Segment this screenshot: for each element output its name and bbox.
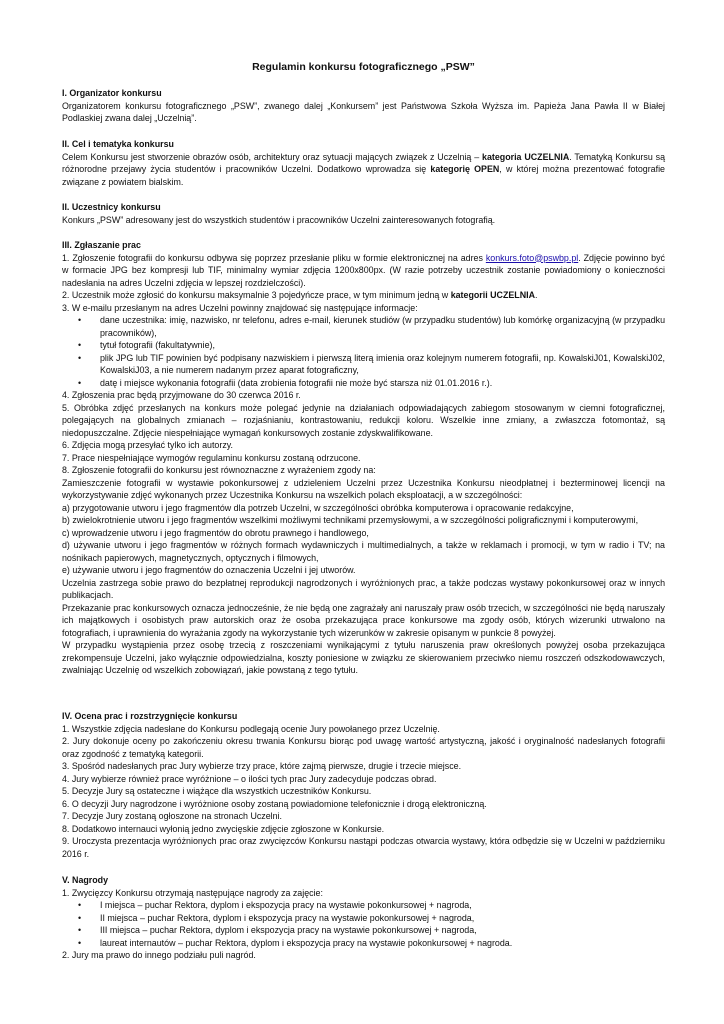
paragraph: Uczelnia zastrzega sobie prawo do bezpłatnej reprodukcji nagrodzonych i wyróżnionych prac, a także podczas wystawy pokonkursowej oraz w innych publikacjach. <box>62 577 665 600</box>
list-item <box>62 937 665 950</box>
paragraph: 5. Obróbka zdjęć przesłanych na konkurs może polegać jedynie na działaniach odpowiadających zabiegom stosowanym w ciemni fotograficznej, polegających na globalnych zmianach – rozjaśnianiu, kontrastowaniu, redukcji koloru. Wszelkie inne zmiany, a zwłaszcza fotomontaż, są niedopuszczalne. Zdjęcie niespełniające wymagań konkursowych zostanie zdyskwalifikowane. <box>62 402 665 438</box>
bullet-icon: • <box>78 912 82 923</box>
paragraph: W przypadku wystąpienia przez osobę trzecią z roszczeniami wynikającymi z tytułu naruszenia praw określonych powyżej osoba przekazująca zrekompensuje Uczelni, jako wyłącznie odpowiedzialna, koszty poniesione w związku ze skierowaniem przeciwko niemu roszczeń odszkodowawczych, zwalniając Uczelnię od wszelkich zobowiązań, jakie powstaną z tego tytułu. <box>62 640 665 675</box>
paragraph: 1. Zwycięzcy Konkursu otrzymają następujące nagrody za zajęcie: <box>62 887 323 898</box>
paragraph: b) zwielokrotnienie utworu i jego fragmentów wszelkimi możliwymi technikami przemysłowymi, a w szczególności poligraficznymi i komputerowymi, <box>62 515 639 525</box>
list-item <box>62 924 665 937</box>
bullet-icon: • <box>78 377 82 388</box>
bullet-icon: • <box>78 925 82 935</box>
list-item: 5. Decyzje Jury są ostateczne i wiążące dla wszystkich uczestników Konkursu. <box>62 786 372 796</box>
list-item-text: II miejsca – puchar Rektora, dyplom i ekspozycja pracy na wystawie pokonkursowej + nagroda, <box>100 912 475 923</box>
section-heading: V. Nagrody <box>62 875 109 885</box>
paragraph: Organizatorem konkursu fotograficznego „PSW”, zwanego dalej „Konkursem” jest Państwowa Szkoła Wyższa im. Papieża Jana Pawła II w Białej Podlaskiej zwana dalej „Uczelnią”. <box>62 100 665 123</box>
document-title: Regulamin konkursu fotograficznego „PSW” <box>252 61 475 73</box>
section-heading: II. Uczestnicy konkursu <box>62 202 161 212</box>
text-run: . Zdjęcie powinno być w formacie JPG bez kompresji lub TIF, minimalny wymiar zdjęcia 1200x800px. (W razie potrzeby uczestnik zostanie powiadomiony o konieczności nadesłania na adres Uczelni zdjęcia w lepszej rozdzielczości). <box>62 252 665 288</box>
paragraph: 7. Prace niespełniające wymogów regulaminu konkursu zostaną odrzucone. <box>62 452 361 463</box>
category-uczelnia: kategorii UCZELNIA <box>450 290 536 300</box>
list-item: 2. Jury dokonuje oceny po zakończeniu okresu trwania Konkursu biorąc pod uwagę wartość artystyczną, jakość i oryginalność nadesłanych fotografii oraz zgodność z tematyką kategorii. <box>62 736 665 759</box>
section-heading: II. Cel i tematyka konkursu <box>62 139 174 149</box>
section-goal <box>62 138 665 188</box>
paragraph: e) używanie utworu i jego fragmentów do oznaczenia Uczelni i jej utworów. <box>62 565 356 575</box>
text-run: , w której można prezentować fotografie związane z powiatem bialskim. <box>62 164 665 187</box>
email-link[interactable]: konkurs.foto@pswbp.pl <box>485 252 579 263</box>
paragraph <box>62 252 665 290</box>
list-item-text: plik JPG lub TIF powinien być podpisany nazwiskiem i pierwszą literą imienia oraz kolejnym numerem fotografii, np. KowalskiJ01, KowalskiJ02, KowalskiJ03, a nie numerem nadanym przez aparat fotograficzny, <box>100 352 665 375</box>
bullet-icon: • <box>78 900 82 910</box>
list-item <box>62 912 665 925</box>
paragraph: 2. Jury ma prawo do innego podziału puli nagród. <box>62 950 256 960</box>
section-submissions <box>62 239 665 677</box>
bullet-icon: • <box>78 937 82 948</box>
section-heading: I. Organizator konkursu <box>62 88 162 98</box>
paragraph: d) używanie utworu i jego fragmentów w różnych formach wydawniczych i multimedialnych, a także w reklamach i promocji, w tym w radio i TV; na nośnikach papierowych, magnetycznych, optycznych i filmowych, <box>62 540 665 563</box>
paragraph: Przekazanie prac konkursowych oznacza jednocześnie, że nie będą one zagrażały ani naruszały praw osób trzecich, w szczególności nie będą naruszały ich majątkowych i osobistych praw autorskich oraz że osoba przekazująca prace konkursowe ma zgody osób, których wizerunki utrwalono na fotografiach, i uprawnienia do wyrażania zgody na wykorzystanie tych wizerunków w zakresie opisanym w punkcie 8 powyżej. <box>62 602 665 638</box>
list-item: 8. Dodatkowo internauci wyłonią jedno zwycięskie zdjęcie zgłoszone w Konkursie. <box>62 823 385 834</box>
section-organizer <box>62 87 665 125</box>
section-heading: IV. Ocena prac i rozstrzygnięcie konkursu <box>62 711 238 721</box>
paragraph: 4. Zgłoszenia prac będą przyjmowane do 30 czerwca 2016 r. <box>62 390 301 400</box>
list-item: 3. Spośród nadesłanych prac Jury wybierze trzy prace, które zajmą pierwsze, drugie i trzecie miejsce. <box>62 761 462 771</box>
paragraph: 6. Zdjęcia mogą przesyłać tylko ich autorzy. <box>62 440 233 450</box>
paragraph: 8. Zgłoszenie fotografii do konkursu jest równoznaczne z wyrażeniem zgody na: <box>62 465 376 475</box>
list-item <box>62 339 665 352</box>
paragraph: Konkurs „PSW” adresowany jest do wszystkich studentów i pracowników Uczelni zainteresowanych fotografią. <box>62 214 496 225</box>
list-item <box>62 352 665 377</box>
list-item-text: III miejsca – puchar Rektora, dyplom i ekspozycja pracy na wystawie pokonkursowej + nagroda, <box>100 925 477 935</box>
category-open: kategorię OPEN <box>430 164 500 174</box>
paragraph: Zamieszczenie fotografii w wystawie pokonkursowej z udzieleniem Uczelni przez Uczestnika Konkursu nieodpłatnej i bezterminowej licencji na wykorzystywanie zdjęć wykonanych przez Uczestnika Konkursu na wszelkich polach eksploatacji, a w szczególności: <box>62 477 665 500</box>
bullet-icon: • <box>78 315 82 325</box>
section-prizes <box>62 874 665 962</box>
list-item: 6. O decyzji Jury nagrodzone i wyróżnione osoby zostaną powiadomione telefonicznie i drogą elektroniczną. <box>62 798 487 809</box>
text-run: 1. Zgłoszenie fotografii do konkursu odbywa się poprzez przesłanie pliku w formie elektronicznej na adres <box>62 252 486 263</box>
text-run: . <box>535 290 538 300</box>
paragraph <box>62 151 665 189</box>
list-item-text: tytuł fotografii (fakultatywnie), <box>100 340 215 350</box>
text-run: 2. Uczestnik może zgłosić do konkursu maksymalnie 3 pojedyńcze prace, w tym minimum jedną w <box>62 290 451 300</box>
paragraph: 3. W e-mailu przesłanym na adres Uczelni powinny znajdować się następujące informacje: <box>62 302 418 313</box>
section-participants <box>62 201 665 226</box>
paragraph: a) przygotowanie utworu i jego fragmentów dla potrzeb Uczelni, w szczególności obróbka komputerowa i opracowanie redakcyjne, <box>62 502 574 513</box>
list-item-text: dane uczestnika: imię, nazwisko, nr telefonu, adres e-mail, kierunek studiów (w przypadku studentów) lub komórkę organizacyjną (w przypadku pracowników), <box>100 315 665 338</box>
list-item <box>62 899 665 912</box>
list-item-text: I miejsca – puchar Rektora, dyplom i ekspozycja pracy na wystawie pokonkursowej + nagroda, <box>100 900 472 910</box>
list-item: 4. Jury wybierze również prace wyróżnione – o ilości tych prac Jury zadecyduje podczas obrad. <box>62 773 437 784</box>
section-heading: III. Zgłaszanie prac <box>62 240 141 250</box>
bullet-icon: • <box>78 340 82 350</box>
list-item-text: datę i miejsce wykonania fotografii (data zrobienia fotografii nie może być starsza niż 01.01.2016 r.). <box>100 377 493 388</box>
paragraph <box>62 289 665 302</box>
paragraph: c) wprowadzenie utworu i jego fragmentów do obrotu prawnego i handlowego, <box>62 527 369 538</box>
prizes-list <box>62 899 665 949</box>
list-item: 1. Wszystkie zdjęcia nadesłane do Konkursu podlegają ocenie Jury powołanego przez Uczelnię. <box>62 723 440 734</box>
list-item: 7. Decyzje Jury zostaną ogłoszone na stronach Uczelni. <box>62 811 283 821</box>
info-list <box>62 314 665 389</box>
list-item: 9. Uroczysta prezentacja wyróżnionych prac oraz zwycięzców Konkursu nastąpi podczas otwarcia wystawy, która odbędzie się w Uczelni w październiku 2016 r. <box>62 836 665 859</box>
text-run: Celem Konkursu jest stworzenie obrazów osób, architektury oraz sytuacji mających związek z Uczelnią – <box>62 151 483 162</box>
category-uczelnia: kategoria UCZELNIA <box>482 151 570 162</box>
bullet-icon: • <box>78 352 82 363</box>
section-evaluation <box>62 710 665 860</box>
list-item-text: laureat internautów – puchar Rektora, dyplom i ekspozycja pracy na wystawie pokonkursowej + nagroda. <box>100 937 513 948</box>
list-item <box>62 314 665 339</box>
list-item <box>62 377 665 390</box>
text-run: . Tematyką Konkursu są różnorodne przejawy życia studentów i pracowników Uczelni. Dodatkowo wprowadza się <box>62 151 665 174</box>
